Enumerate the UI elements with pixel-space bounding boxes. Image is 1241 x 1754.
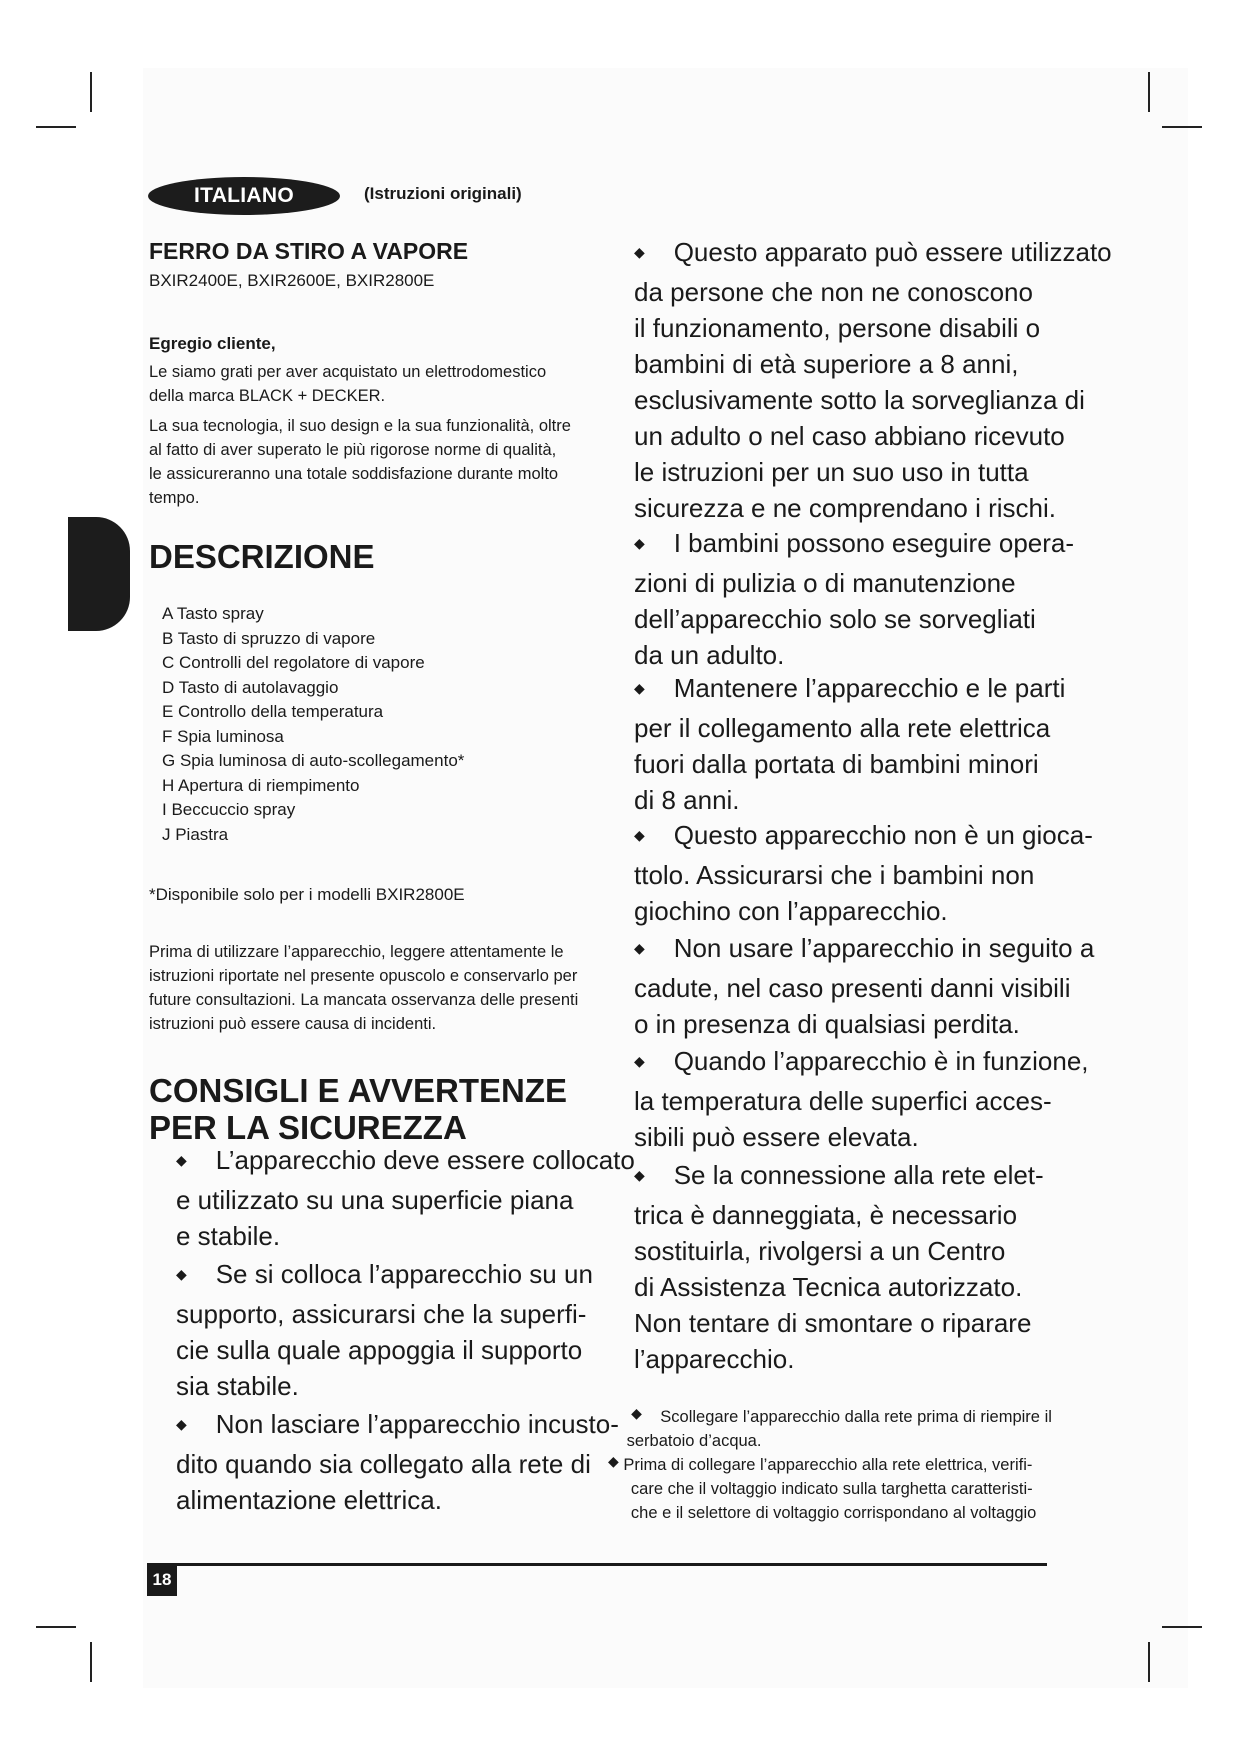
safety-item	[634, 670, 1065, 818]
safety-item	[634, 525, 1074, 673]
text-line: trica è danneggiata, è necessario	[634, 1200, 1018, 1230]
text-line: da un adulto.	[634, 640, 785, 670]
safety-item	[634, 817, 1093, 929]
text-line: Prima di utilizzare l’apparecchio, leggere attentamente le	[149, 943, 564, 961]
bullet-icon: ◆	[176, 1416, 187, 1432]
text-line: giochino con l’apparecchio.	[634, 896, 948, 926]
text-line: future consultazioni. La mancata osservanza delle presenti	[149, 991, 579, 1009]
section-tab-marker	[68, 517, 130, 631]
safety-item-small	[608, 1453, 1058, 1525]
crop-mark	[36, 1626, 76, 1628]
crop-mark	[1148, 1642, 1150, 1682]
bullet-icon: ◆	[608, 1453, 619, 1469]
intro-paragraph-1	[149, 360, 589, 408]
text-line: Questo apparato può essere utilizzato	[673, 237, 1112, 267]
text-line: Se la connessione alla rete elet-	[673, 1160, 1044, 1190]
crop-mark	[90, 72, 92, 112]
text-line: e utilizzato su una superficie piana	[176, 1185, 574, 1215]
text-line: Le siamo grati per aver acquistato un elettrodomestico	[149, 363, 547, 381]
language-badge: ITALIANO	[148, 177, 340, 215]
text-line: dito quando sia collegato alla rete di	[176, 1449, 591, 1479]
list-item: J Piastra	[162, 824, 229, 844]
text-line: supporto, assicurarsi che la superfi-	[176, 1299, 587, 1329]
text-line: il funzionamento, persone disabili o	[634, 313, 1041, 343]
bullet-icon: ◆	[634, 244, 645, 260]
safety-item	[176, 1142, 635, 1254]
text-line: Quando l’apparecchio è in funzione,	[673, 1046, 1089, 1076]
bullet-icon: ◆	[631, 1405, 642, 1421]
text-line: ttolo. Assicurarsi che i bambini non	[634, 860, 1035, 890]
text-line: Se si colloca l’apparecchio su un	[215, 1259, 593, 1289]
page-number: 18	[147, 1563, 177, 1596]
text-line: di Assistenza Tecnica autorizzato.	[634, 1272, 1023, 1302]
list-item: E Controllo della temperatura	[162, 702, 384, 721]
text-line: le istruzioni per un suo uso in tutta	[634, 457, 1029, 487]
text-line: L’apparecchio deve essere collocato	[215, 1145, 635, 1175]
model-numbers: BXIR2400E, BXIR2600E, BXIR2800E	[149, 271, 435, 290]
text-line: Scollegare l’apparecchio dalla rete prima di riempire il	[660, 1408, 1052, 1426]
footnote: *Disponibile solo per i modelli BXIR2800E	[149, 885, 465, 904]
text-line: cadute, nel caso presenti danni visibili	[634, 973, 1071, 1003]
document-subtitle: (Istruzioni originali)	[364, 184, 522, 203]
intro-paragraph-2	[149, 414, 589, 510]
before-use-paragraph	[149, 940, 599, 1036]
text-line: da persone che non ne conoscono	[634, 277, 1033, 307]
text-line: cie sulla quale appoggia il supporto	[176, 1335, 583, 1365]
crop-mark	[1148, 72, 1150, 112]
bullet-icon: ◆	[176, 1152, 187, 1168]
text-line: alimentazione elettrica.	[176, 1485, 442, 1515]
text-line: al fatto di aver superato le più rigorose norme di qualità,	[149, 441, 557, 459]
text-line: di 8 anni.	[634, 785, 740, 815]
safety-item	[176, 1256, 593, 1404]
list-item: F Spia luminosa	[162, 726, 284, 746]
bullet-icon: ◆	[634, 827, 645, 843]
text-line: o in presenza di qualsiasi perdita.	[634, 1009, 1020, 1039]
text-line: I bambini possono eseguire opera-	[673, 528, 1075, 558]
crop-mark	[1162, 1626, 1202, 1628]
description-heading: DESCRIZIONE	[149, 538, 375, 575]
bullet-icon: ◆	[634, 1053, 645, 1069]
text-line: un adulto o nel caso abbiano ricevuto	[634, 421, 1065, 451]
text-line: e stabile.	[176, 1221, 281, 1251]
product-title: FERRO DA STIRO A VAPORE	[149, 238, 469, 264]
text-line: Mantenere l’apparecchio e le parti	[673, 673, 1066, 703]
safety-item	[634, 1157, 1044, 1377]
text-line: l’apparecchio.	[634, 1344, 795, 1374]
list-item: H Apertura di riempimento	[162, 775, 360, 795]
crop-mark	[36, 126, 76, 128]
text-line: istruzioni può essere causa di incidenti.	[149, 1015, 437, 1033]
safety-item	[634, 234, 1112, 526]
text-line: care che il voltaggio indicato sulla targhetta caratteristi-	[630, 1480, 1033, 1498]
bullet-icon: ◆	[634, 1167, 645, 1183]
text-line: zioni di pulizia o di manutenzione	[634, 568, 1016, 598]
safety-item	[634, 930, 1094, 1042]
list-item: B Tasto di spruzzo di vapore	[162, 628, 376, 648]
bullet-icon: ◆	[634, 535, 645, 551]
list-item: I Beccuccio spray	[162, 800, 296, 819]
crop-mark	[90, 1642, 92, 1682]
bullet-icon: ◆	[634, 680, 645, 696]
text-line: Prima di collegare l’apparecchio alla rete elettrica, verifi-	[623, 1456, 1033, 1474]
safety-heading	[149, 1072, 609, 1146]
text-line: sia stabile.	[176, 1371, 299, 1401]
list-item: C Controlli del regolatore di vapore	[162, 653, 425, 672]
list-item: G Spia luminosa di auto-scollegamento*	[162, 751, 465, 770]
text-line: sibili può essere elevata.	[634, 1122, 919, 1152]
safety-item	[176, 1406, 619, 1518]
text-line: che e il selettore di voltaggio corrispondano al voltaggio	[630, 1504, 1037, 1522]
text-line: Non tentare di smontare o riparare	[634, 1308, 1032, 1338]
text-line: istruzioni riportate nel presente opuscolo e conservarlo per	[149, 967, 578, 985]
text-line: sicurezza e ne comprendano i rischi.	[634, 493, 1056, 523]
list-item: A Tasto spray	[162, 604, 264, 623]
text-line: bambini di età superiore a 8 anni,	[634, 349, 1019, 379]
text-line: per il collegamento alla rete elettrica	[634, 713, 1051, 743]
text-line: della marca BLACK + DECKER.	[149, 387, 386, 405]
text-line: sostituirla, rivolgersi a un Centro	[634, 1236, 1006, 1266]
text-line: Questo apparecchio non è un gioca-	[673, 820, 1093, 850]
text-line: serbatoio d’acqua.	[626, 1432, 762, 1450]
text-line: tempo.	[149, 489, 200, 507]
parts-list	[162, 602, 464, 847]
safety-item	[634, 1043, 1089, 1155]
text-line: la temperatura delle superfici acces-	[634, 1086, 1052, 1116]
heading-line: PER LA SICUREZZA	[149, 1109, 467, 1146]
greeting: Egregio cliente,	[149, 334, 276, 353]
list-item: D Tasto di autolavaggio	[162, 677, 339, 697]
footer-rule	[147, 1563, 1047, 1566]
safety-item-small	[622, 1405, 1072, 1453]
crop-mark	[1162, 126, 1202, 128]
heading-line: CONSIGLI E AVVERTENZE	[149, 1072, 568, 1109]
text-line: esclusivamente sotto la sorveglianza di	[634, 385, 1085, 415]
text-line: le assicureranno una totale soddisfazione durante molto	[149, 465, 559, 483]
text-line: Non lasciare l’apparecchio incusto-	[215, 1409, 619, 1439]
bullet-icon: ◆	[176, 1266, 187, 1282]
text-line: dell’apparecchio solo se sorvegliati	[634, 604, 1036, 634]
text-line: fuori dalla portata di bambini minori	[634, 749, 1039, 779]
bullet-icon: ◆	[634, 940, 645, 956]
text-line: Non usare l’apparecchio in seguito a	[673, 933, 1095, 963]
text-line: La sua tecnologia, il suo design e la sua funzionalità, oltre	[149, 417, 571, 435]
